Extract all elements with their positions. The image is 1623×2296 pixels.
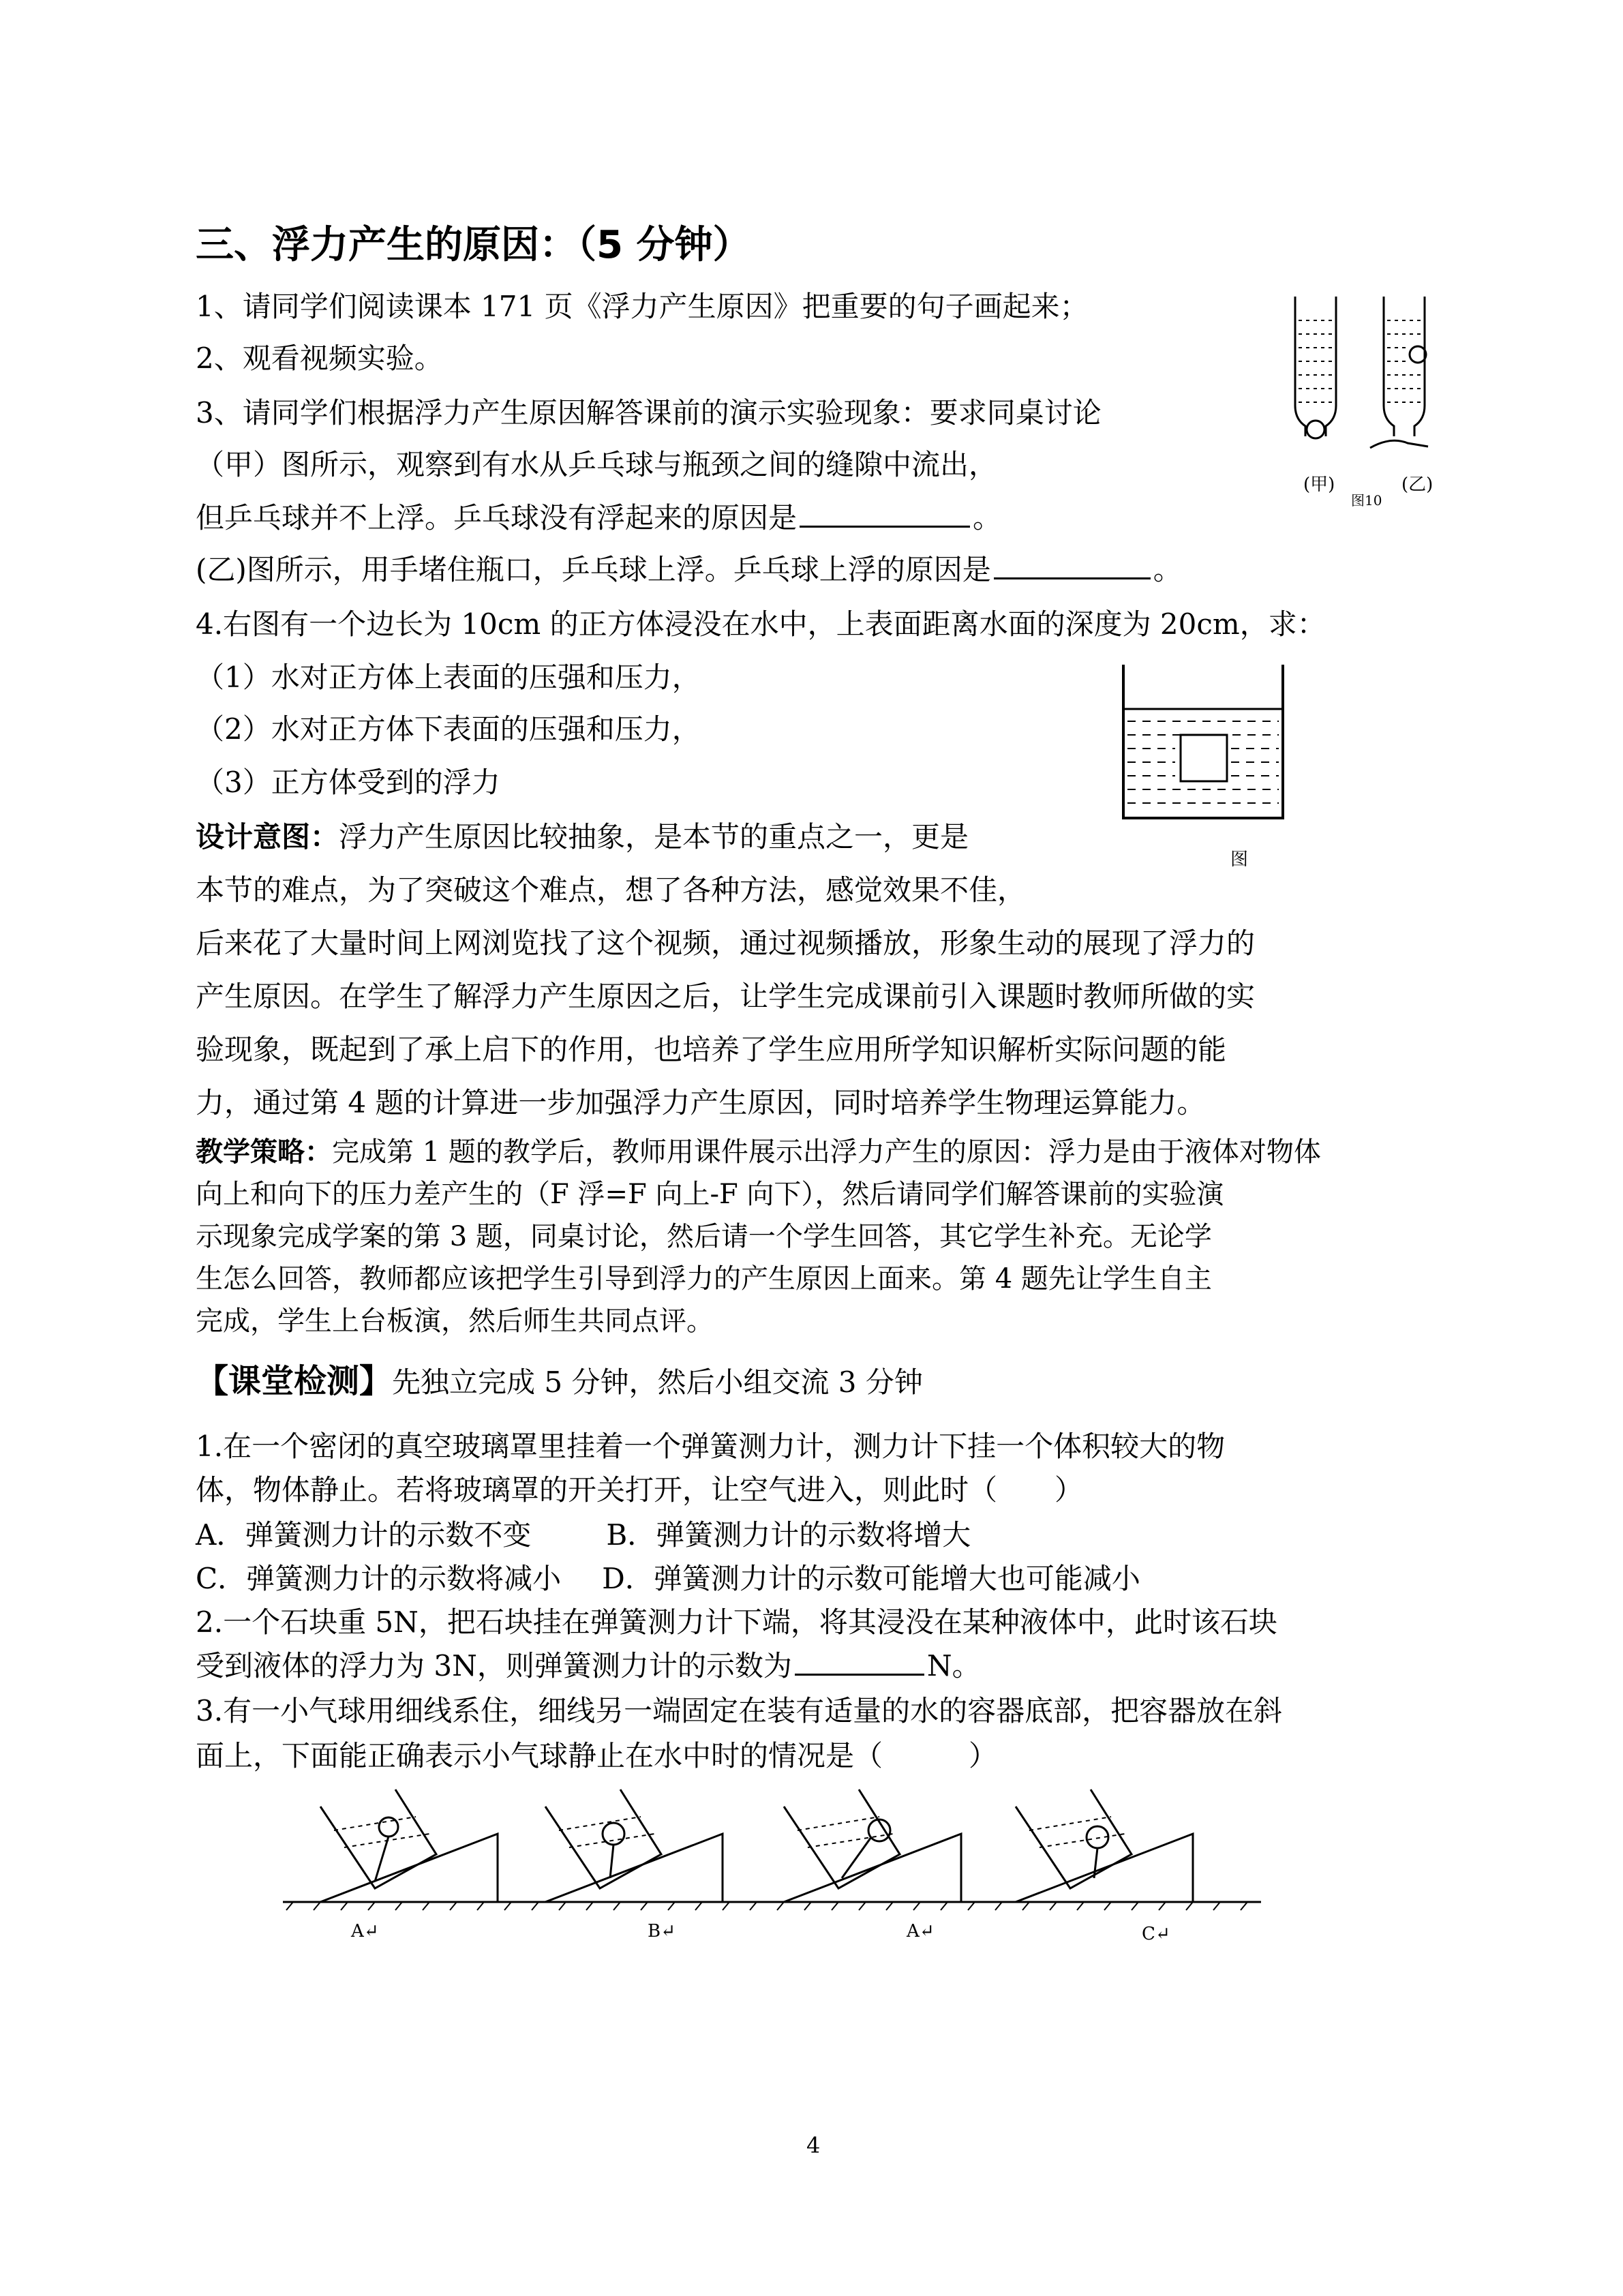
strategy-label: 教学策略： bbox=[196, 1136, 332, 1168]
q2-end: N。 bbox=[926, 1649, 981, 1682]
q3-line-1: 3.有一小气球用细线系住，细线另一端固定在装有适量的水的容器底部，把容器放在斜 bbox=[196, 1694, 1283, 1727]
line-5-end: 。 bbox=[973, 501, 1002, 534]
figure-label-c: C↵ bbox=[1142, 1924, 1170, 1944]
answer-blank-1[interactable] bbox=[800, 498, 970, 528]
q1-options-ab bbox=[196, 1515, 971, 1556]
line-6-end: 。 bbox=[1153, 553, 1182, 586]
strategy-line-1 bbox=[196, 1132, 1321, 1173]
q2-line-1: 2.一个石块重 5N，把石块挂在弹簧测力计下端，将其浸没在某种液体中，此时该石块 bbox=[196, 1605, 1277, 1639]
design-line-2: 本节的难点，为了突破这个难点，想了各种方法，感觉效果不佳， bbox=[196, 873, 1027, 907]
line-4: （甲）图所示，观察到有水从乒乓球与瓶颈之间的缝隙中流出， bbox=[196, 448, 998, 481]
cube-figure bbox=[1118, 661, 1288, 825]
figure-label-a1: A↵ bbox=[351, 1921, 379, 1942]
figure-label-b: B↵ bbox=[648, 1921, 676, 1942]
line-1: 1、请同学们阅读课本 171 页《浮力产生原因》把重要的句子画起来； bbox=[196, 290, 1089, 323]
line-6 bbox=[196, 549, 1182, 590]
q1-line-2: 体，物体静止。若将玻璃罩的开关打开，让空气进入，则此时（ ） bbox=[196, 1473, 1084, 1507]
bottle-jia-label: (甲) bbox=[1303, 474, 1335, 495]
design-label: 设计意图： bbox=[196, 820, 339, 854]
design-line-3: 后来花了大量时间上网浏览找了这个视频，通过视频播放，形象生动的展现了浮力的 bbox=[196, 926, 1256, 960]
section-title: 三、浮力产生的原因：（5 分钟） bbox=[196, 223, 751, 267]
option-d[interactable]: D．弹簧测力计的示数可能增大也可能减小 bbox=[602, 1562, 1140, 1595]
option-c[interactable]: C．弹簧测力计的示数将减小 bbox=[196, 1562, 562, 1595]
line-2: 2、观看视频实验。 bbox=[196, 342, 443, 375]
design-line-4: 产生原因。在学生了解浮力产生原因之后，让学生完成课前引入课题时教师所做的实 bbox=[196, 980, 1256, 1013]
line-6-text: (乙)图所示，用手堵住瓶口，乒乓球上浮。乒乓球上浮的原因是 bbox=[196, 553, 991, 586]
line-9: （2）水对正方体下表面的压强和压力， bbox=[196, 712, 701, 746]
figure-label-a2: A↵ bbox=[907, 1921, 935, 1942]
strategy-line-3: 示现象完成学案的第 3 题，同桌讨论，然后请一个学生回答，其它学生补充。无论学 bbox=[196, 1221, 1212, 1252]
q2-line-2 bbox=[196, 1646, 981, 1687]
line-3: 3、请同学们根据浮力产生原因解答课前的演示实验现象：要求同桌讨论 bbox=[196, 396, 1102, 429]
line-5 bbox=[196, 498, 1001, 539]
answer-blank-3[interactable] bbox=[795, 1646, 924, 1676]
test-heading bbox=[196, 1361, 923, 1403]
line-8: （1）水对正方体上表面的压强和压力， bbox=[196, 661, 701, 694]
design-text-1: 浮力产生原因比较抽象，是本节的重点之一，更是 bbox=[339, 820, 969, 854]
test-intro: 先独立完成 5 分钟，然后小组交流 3 分钟 bbox=[392, 1365, 923, 1399]
q1-line-1: 1.在一个密闭的真空玻璃罩里挂着一个弹簧测力计，测力计下挂一个体积较大的物 bbox=[196, 1430, 1226, 1463]
strategy-line-5: 完成，学生上台板演，然后师生共同点评。 bbox=[196, 1305, 714, 1337]
bottle-figure-label: 图10 bbox=[1351, 492, 1382, 509]
q2-text: 受到液体的浮力为 3N，则弹簧测力计的示数为 bbox=[196, 1649, 792, 1682]
answer-blank-2[interactable] bbox=[994, 550, 1151, 579]
q3-line-2: 面上，下面能正确表示小气球静止在水中时的情况是（ ） bbox=[196, 1739, 998, 1772]
q1-options-cd bbox=[196, 1558, 1140, 1599]
test-label: 【课堂检测】 bbox=[196, 1362, 393, 1400]
line-7: 4.右图有一个边长为 10cm 的正方体浸没在水中，上表面距离水面的深度为 20cm，求： bbox=[196, 607, 1326, 641]
cube-caption: 图 bbox=[1230, 849, 1249, 870]
strategy-line-2: 向上和向下的压力差产生的（F 浮=F 向上-F 向下），然后请同学们解答课前的实验演 bbox=[196, 1179, 1224, 1210]
line-5-text: 但乒乓球并不上浮。乒乓球没有浮起来的原因是 bbox=[196, 501, 798, 534]
line-10: （3）正方体受到的浮力 bbox=[196, 766, 500, 799]
incline-figures bbox=[279, 1766, 1268, 1936]
design-line-1 bbox=[196, 817, 969, 858]
option-b[interactable]: B．弹簧测力计的示数将增大 bbox=[606, 1518, 971, 1552]
bottle-yi-label: (乙) bbox=[1401, 474, 1434, 495]
design-line-6: 力，通过第 4 题的计算进一步加强浮力产生原因，同时培养学生物理运算能力。 bbox=[196, 1086, 1206, 1119]
option-a[interactable]: A．弹簧测力计的示数不变 bbox=[196, 1518, 532, 1552]
strategy-text-1: 完成第 1 题的教学后，教师用课件展示出浮力产生的原因：浮力是由于液体对物体 bbox=[332, 1136, 1321, 1168]
design-line-5: 验现象，既起到了承上启下的作用，也培养了学生应用所学知识解析实际问题的能 bbox=[196, 1033, 1227, 1066]
page-number: 4 bbox=[806, 2132, 821, 2158]
strategy-line-4: 生怎么回答，教师都应该把学生引导到浮力的产生原因上面来。第 4 题先让学生自主 bbox=[196, 1263, 1212, 1295]
